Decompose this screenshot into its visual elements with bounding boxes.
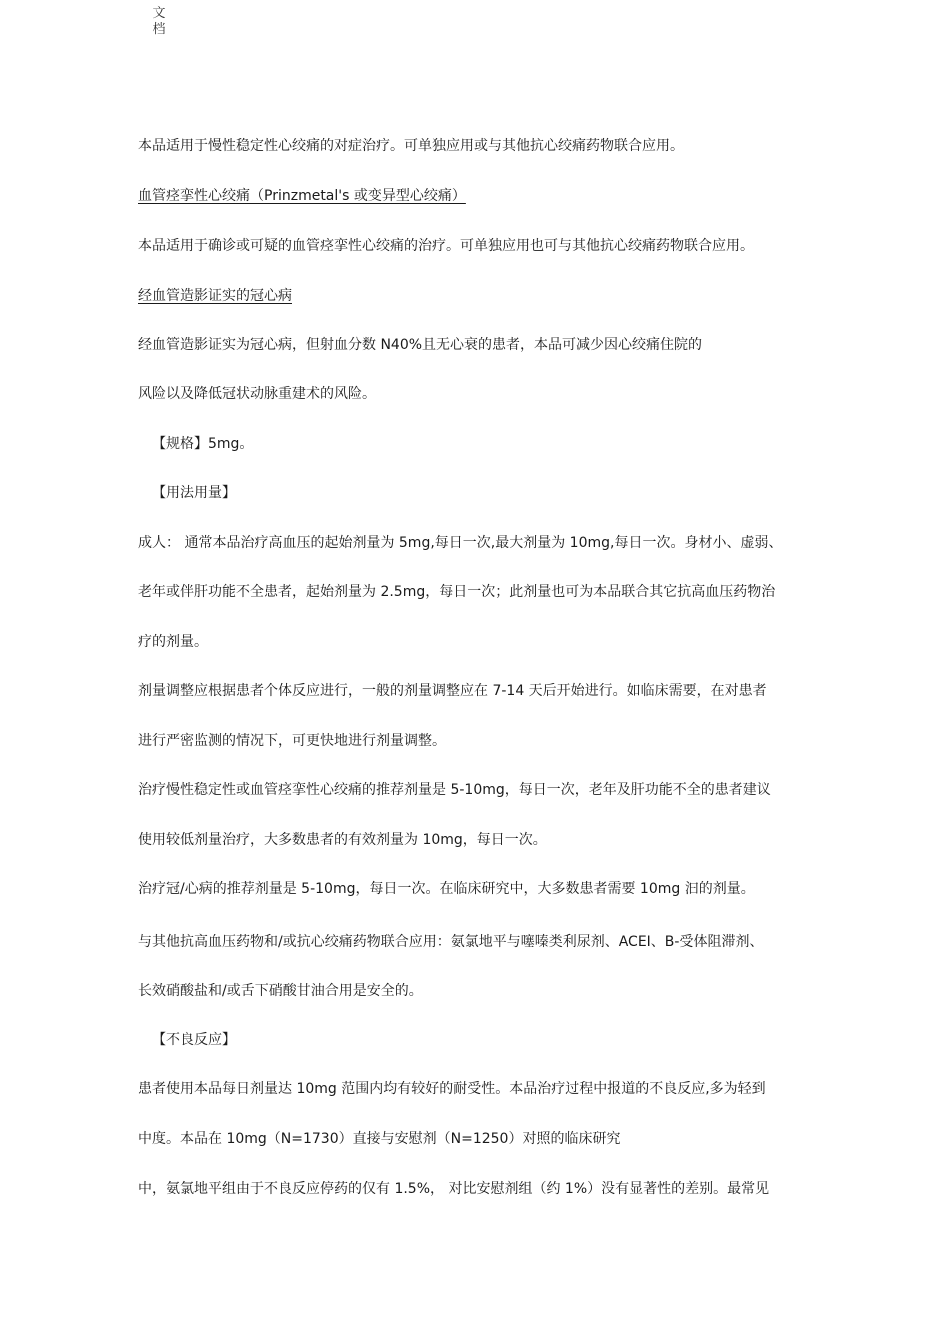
paragraph-line: 长效硝酸盐和/或舌下硝酸甘油合用是安全的。 — [138, 983, 423, 999]
paragraph-line: 治疗冠/心病的推荐剂量是 5-10mg，每日一次。在临床研究中，大多数患者需要 10mg 汩的剂量。 — [138, 881, 755, 897]
paragraph-line: 风险以及降低冠状动脉重建术的风险。 — [138, 386, 376, 402]
section-heading-adverse-reactions: 【不良反应】 — [152, 1032, 236, 1048]
paragraph-line: 患者使用本品每日剂量达 10mg 范围内均有较好的耐受性。本品治疗过程中报道的不良反应,多为轻到 — [138, 1081, 766, 1097]
paragraph-line: 成人： 通常本品治疗高血压的起始剂量为 5mg,每日一次,最大剂量为 10mg,每日一次。身材小、虚弱、 — [138, 535, 783, 551]
paragraph-line: 老年或伴肝功能不全患者，起始剂量为 2.5mg，每日一次；此剂量也可为本品联合其它抗高血压药物治 — [138, 584, 776, 600]
paragraph-line: 剂量调整应根据患者个体反应进行，一般的剂量调整应在 7-14 天后开始进行。如临床需要，在对患者 — [138, 683, 767, 699]
paragraph-line: 与其他抗高血压药物和/或抗心绞痛药物联合应用：氨氯地平与噻嗪类利尿剂、ACEI、B-受体阻滞剂、 — [138, 934, 764, 950]
paragraph-line: 疗的剂量。 — [138, 634, 208, 650]
paragraph-line: 使用较低剂量治疗，大多数患者的有效剂量为 10mg，每日一次。 — [138, 832, 547, 848]
paragraph-line: 本品适用于确诊或可疑的血管痉挛性心绞痛的治疗。可单独应用也可与其他抗心绞痛药物联合应用。 — [138, 238, 754, 254]
section-heading-specification: 【规格】5mg。 — [152, 436, 254, 452]
paragraph-line: 进行严密监测的情况下，可更快地进行剂量调整。 — [138, 733, 446, 749]
paragraph-line: 治疗慢性稳定性或血管痉挛性心绞痛的推荐剂量是 5-10mg，每日一次，老年及肝功能不全的患者建议 — [138, 782, 771, 798]
section-heading-vasospastic-angina: 血管痉挛性心绞痛（Prinzmetal's 或变异型心绞痛） — [138, 188, 466, 204]
paragraph-line: 经血管造影证实为冠心病，但射血分数 N40%且无心衰的患者，本品可减少因心绞痛住院的 — [138, 337, 703, 353]
document-header-mark: 文档 — [152, 6, 166, 37]
section-heading-coronary-disease: 经血管造影证实的冠心病 — [138, 288, 292, 304]
section-heading-dosage: 【用法用量】 — [152, 485, 236, 501]
paragraph-line: 中，氨氯地平组由于不良反应停药的仅有 1.5%， 对比安慰剂组（约 1%）没有显著性的差别。最常见 — [138, 1181, 770, 1197]
paragraph-line: 中度。本品在 10mg（N=1730）直接与安慰剂（N=1250）对照的临床研究 — [138, 1131, 621, 1147]
paragraph-line: 本品适用于慢性稳定性心绞痛的对症治疗。可单独应用或与其他抗心绞痛药物联合应用。 — [138, 138, 684, 154]
